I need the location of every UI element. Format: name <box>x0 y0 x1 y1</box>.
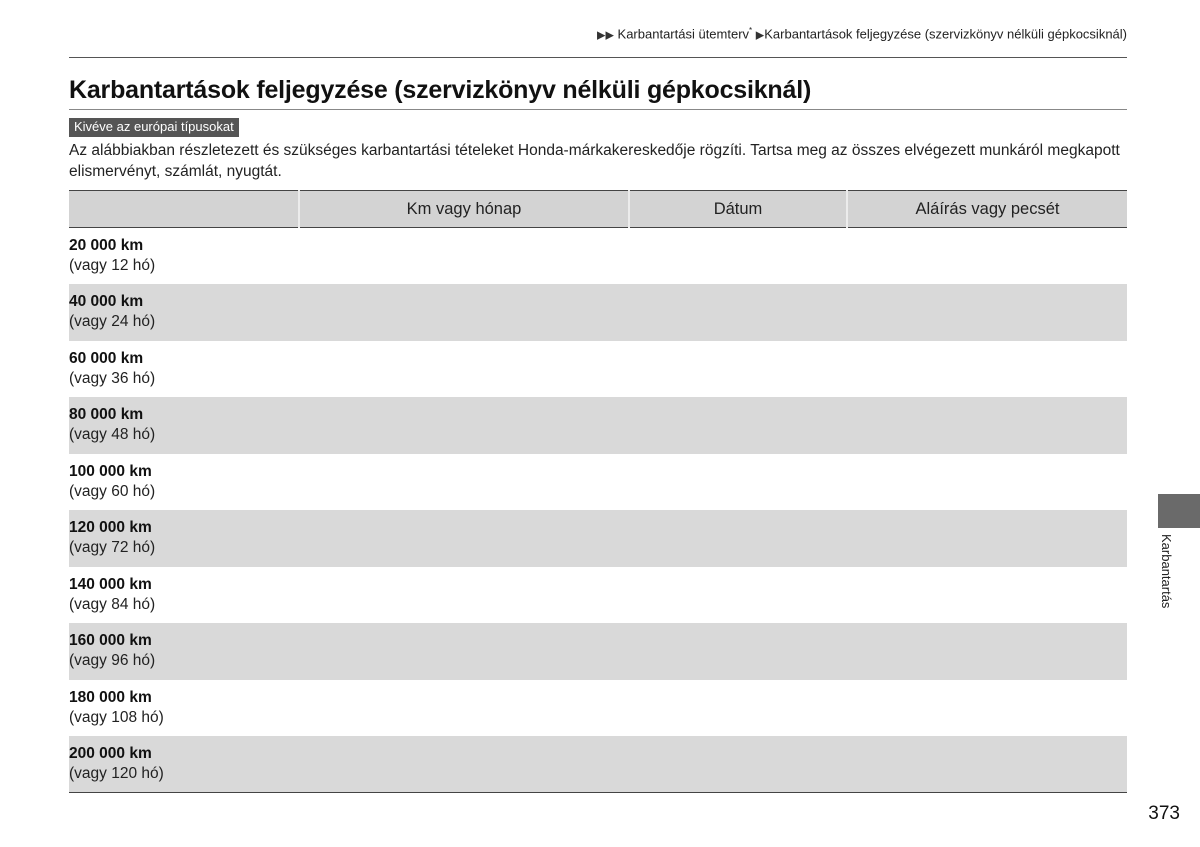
date-entry[interactable] <box>629 567 847 624</box>
interval-cell <box>69 736 299 793</box>
column-header-km-or-month: Km vagy hónap <box>299 191 629 228</box>
month-value: (vagy 60 hó) <box>69 482 156 500</box>
breadcrumb-arrow-icon: ▶ <box>755 29 765 42</box>
month-value: (vagy 72 hó) <box>69 539 156 557</box>
km-or-month-entry[interactable] <box>299 454 629 511</box>
km-or-month-entry[interactable] <box>299 736 629 793</box>
page-title: Karbantartások feljegyzése (szervizkönyv nélküli gépkocsiknál) <box>69 76 812 104</box>
column-header-interval <box>69 191 299 228</box>
breadcrumb-item-maintenance-schedule[interactable]: Karbantartási ütemterv <box>617 26 750 42</box>
interval-cell <box>69 397 299 454</box>
signature-entry[interactable] <box>847 567 1127 624</box>
breadcrumb <box>597 26 1127 41</box>
date-entry[interactable] <box>629 680 847 737</box>
signature-entry[interactable] <box>847 341 1127 398</box>
km-value: 60 000 km <box>69 349 144 367</box>
table-row <box>69 567 1127 624</box>
table-row <box>69 510 1127 567</box>
interval-cell <box>69 510 299 567</box>
month-value: (vagy 84 hó) <box>69 595 156 613</box>
km-value: 200 000 km <box>69 745 152 762</box>
title-divider <box>69 109 1127 110</box>
km-value: 180 000 km <box>69 688 152 706</box>
km-value: 160 000 km <box>69 632 152 650</box>
km-or-month-entry[interactable] <box>299 510 629 567</box>
signature-entry[interactable] <box>847 397 1127 454</box>
column-header-signature: Aláírás vagy pecsét <box>847 191 1127 228</box>
date-entry[interactable] <box>629 736 847 793</box>
km-or-month-entry[interactable] <box>299 284 629 341</box>
month-value: (vagy 36 hó) <box>69 369 156 387</box>
breadcrumb-arrows-icon: ▶▶ <box>596 29 614 42</box>
table-row <box>69 397 1127 454</box>
km-value: 40 000 km <box>69 293 144 311</box>
month-value: (vagy 12 hó) <box>69 257 156 274</box>
month-value: (vagy 120 hó) <box>69 765 164 782</box>
table-row <box>69 623 1127 680</box>
interval-cell <box>69 228 299 285</box>
km-or-month-entry[interactable] <box>299 341 629 398</box>
date-entry[interactable] <box>629 623 847 680</box>
signature-entry[interactable] <box>847 736 1127 793</box>
signature-entry[interactable] <box>847 284 1127 341</box>
km-value: 20 000 km <box>69 237 144 254</box>
date-entry[interactable] <box>629 228 847 285</box>
month-value: (vagy 48 hó) <box>69 426 156 444</box>
table-row <box>69 228 1127 285</box>
table-row <box>69 680 1127 737</box>
intro-paragraph: Az alábbiakban részletezett és szükséges karbantartási tételeket Honda-márkakereskedője rögzíti. Tartsa meg az összes elvégezett munkáról megkapott elismervényt, számlát, nyugtát. <box>69 142 1120 180</box>
km-or-month-entry[interactable] <box>299 623 629 680</box>
table-header-row <box>69 191 1127 228</box>
page-number: 373 <box>1148 803 1180 824</box>
interval-cell <box>69 680 299 737</box>
header-divider <box>69 57 1127 58</box>
month-value: (vagy 96 hó) <box>69 652 156 670</box>
signature-entry[interactable] <box>847 454 1127 511</box>
table-row <box>69 284 1127 341</box>
signature-entry[interactable] <box>847 680 1127 737</box>
table-row <box>69 341 1127 398</box>
table-row <box>69 736 1127 793</box>
km-value: 120 000 km <box>69 519 152 537</box>
km-or-month-entry[interactable] <box>299 228 629 285</box>
month-value: (vagy 24 hó) <box>69 313 156 331</box>
column-header-date: Dátum <box>629 191 847 228</box>
date-entry[interactable] <box>629 397 847 454</box>
month-value: (vagy 108 hó) <box>69 708 164 726</box>
chapter-label: Karbantartás <box>1159 534 1174 609</box>
model-restriction-badge: Kivéve az európai típusokat <box>69 118 239 137</box>
signature-entry[interactable] <box>847 228 1127 285</box>
interval-cell <box>69 341 299 398</box>
signature-entry[interactable] <box>847 623 1127 680</box>
maintenance-record-table <box>69 190 1127 793</box>
date-entry[interactable] <box>629 510 847 567</box>
date-entry[interactable] <box>629 454 847 511</box>
km-value: 140 000 km <box>69 575 152 593</box>
table-row <box>69 454 1127 511</box>
interval-cell <box>69 567 299 624</box>
chapter-tab[interactable] <box>1158 494 1200 528</box>
signature-entry[interactable] <box>847 510 1127 567</box>
km-or-month-entry[interactable] <box>299 397 629 454</box>
breadcrumb-asterisk: * <box>749 26 753 35</box>
km-or-month-entry[interactable] <box>299 567 629 624</box>
date-entry[interactable] <box>629 284 847 341</box>
interval-cell <box>69 623 299 680</box>
interval-cell <box>69 284 299 341</box>
km-value: 80 000 km <box>69 406 144 424</box>
interval-cell <box>69 454 299 511</box>
km-value: 100 000 km <box>69 462 152 480</box>
breadcrumb-item-current: Karbantartások feljegyzése (szervizkönyv nélküli gépkocsiknál) <box>764 26 1127 42</box>
date-entry[interactable] <box>629 341 847 398</box>
km-or-month-entry[interactable] <box>299 680 629 737</box>
